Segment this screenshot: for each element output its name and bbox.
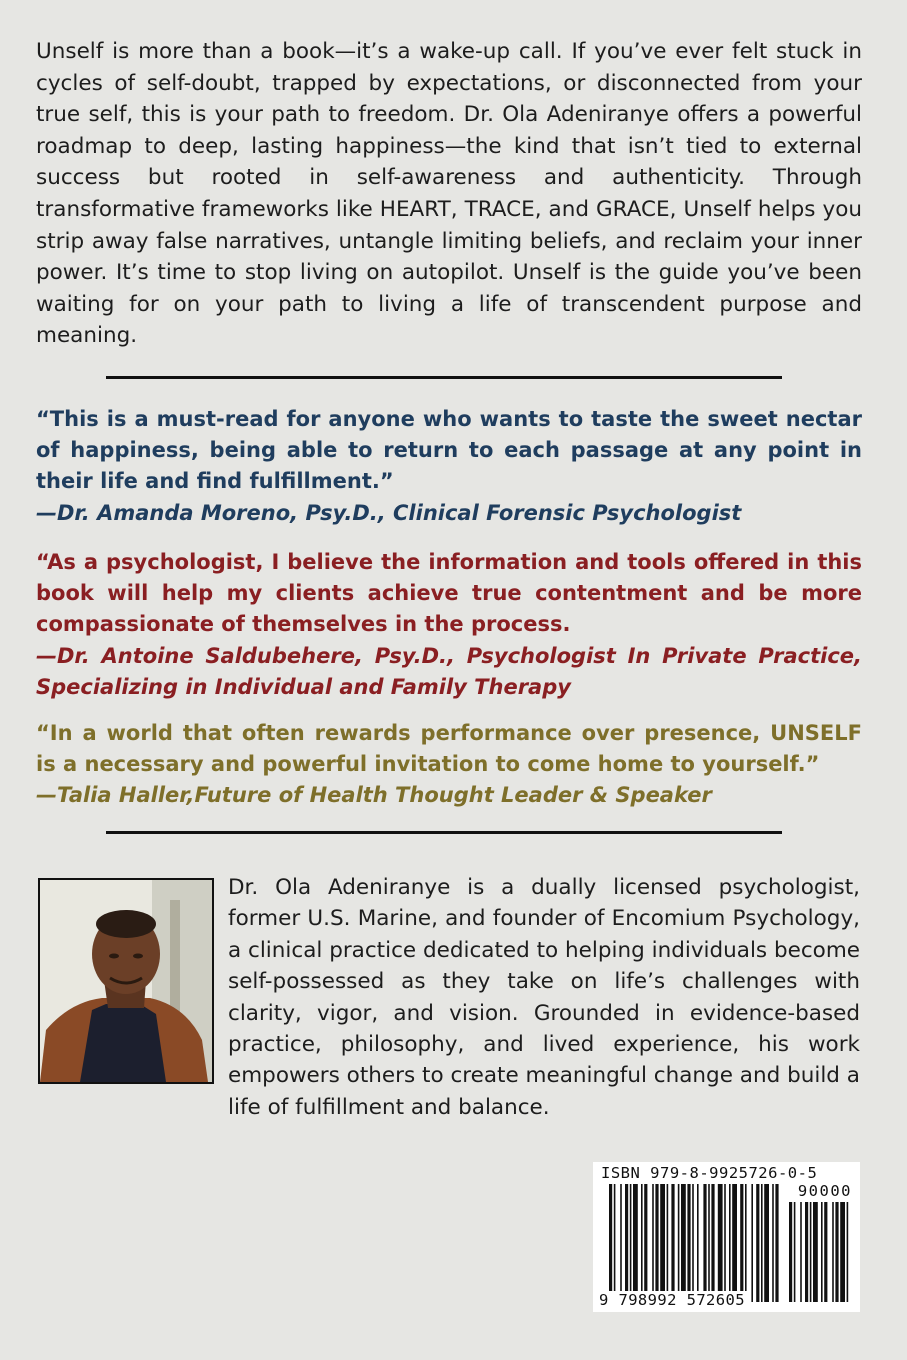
book-description: Unself is more than a book—it’s a wake-up call. If you’ve ever felt stuck in cycles of self-doubt, trapped by expectations, or disconnected from your true self, this is your path to freedom. Dr. Ola Adeniranye offers a powerful roadmap to deep, lasting happiness—the kind that isn’t tied to external success but rooted in self-awareness and authenticity. Through transformative frameworks like HEART, TRACE, and GRACE, Unself helps you strip away false narratives, untangle limiting beliefs, and reclaim your inner power. It’s time to stop living on autopilot. Unself is the guide you’ve been waiting for on your path to living a life of transcendent purpose and meaning. bbox=[36, 39, 862, 349]
price-code: 90000 bbox=[797, 1182, 852, 1200]
author-bio-text: Dr. Ola Adeniranye is a dually licensed psychologist, former U.S. Marine, and founder of Encomium Psychology, a clinical practice dedicated to helping individuals become self-possessed as they take on life’s challenges with clarity, vigor, and vision. Grounded in evidence-based practice, philosophy, and lived experience, his work empowers others to create meaningful change and build a life of fulfillment and balance. bbox=[228, 875, 860, 1120]
endorsement-quote-1 bbox=[36, 404, 862, 529]
quote-attribution: —Dr. Antoine Saldubehere, Psy.D., Psychologist In Private Practice, Specializing in Individual and Family Therapy bbox=[36, 643, 862, 699]
ean-digits: 9 798992 572605 bbox=[599, 1291, 745, 1309]
quote-text: “In a world that often rewards performance over presence, UNSELF is a necessary and powerful invitation to come home to yourself.” bbox=[36, 721, 862, 777]
divider-bottom bbox=[106, 831, 782, 834]
quote-text: “This is a must-read for anyone who wants to taste the sweet nectar of happiness, being able to return to each passage at any point in their life and find fulfillment.” bbox=[36, 407, 862, 494]
endorsement-quote-3 bbox=[36, 718, 862, 812]
divider-top bbox=[106, 376, 782, 379]
quote-attribution: —Talia Haller,Future of Health Thought Leader & Speaker bbox=[36, 783, 712, 808]
isbn-label: ISBN 979-8-9925726-0-5 bbox=[601, 1164, 818, 1182]
isbn-barcode bbox=[593, 1162, 860, 1312]
quote-attribution: —Dr. Amanda Moreno, Psy.D., Clinical Forensic Psychologist bbox=[36, 500, 742, 525]
endorsement-quote-2 bbox=[36, 547, 862, 703]
quote-text: “As a psychologist, I believe the information and tools offered in this book will help my clients achieve true contentment and be more compassionate of themselves in the process. bbox=[36, 550, 862, 637]
author-bio bbox=[38, 872, 860, 1123]
